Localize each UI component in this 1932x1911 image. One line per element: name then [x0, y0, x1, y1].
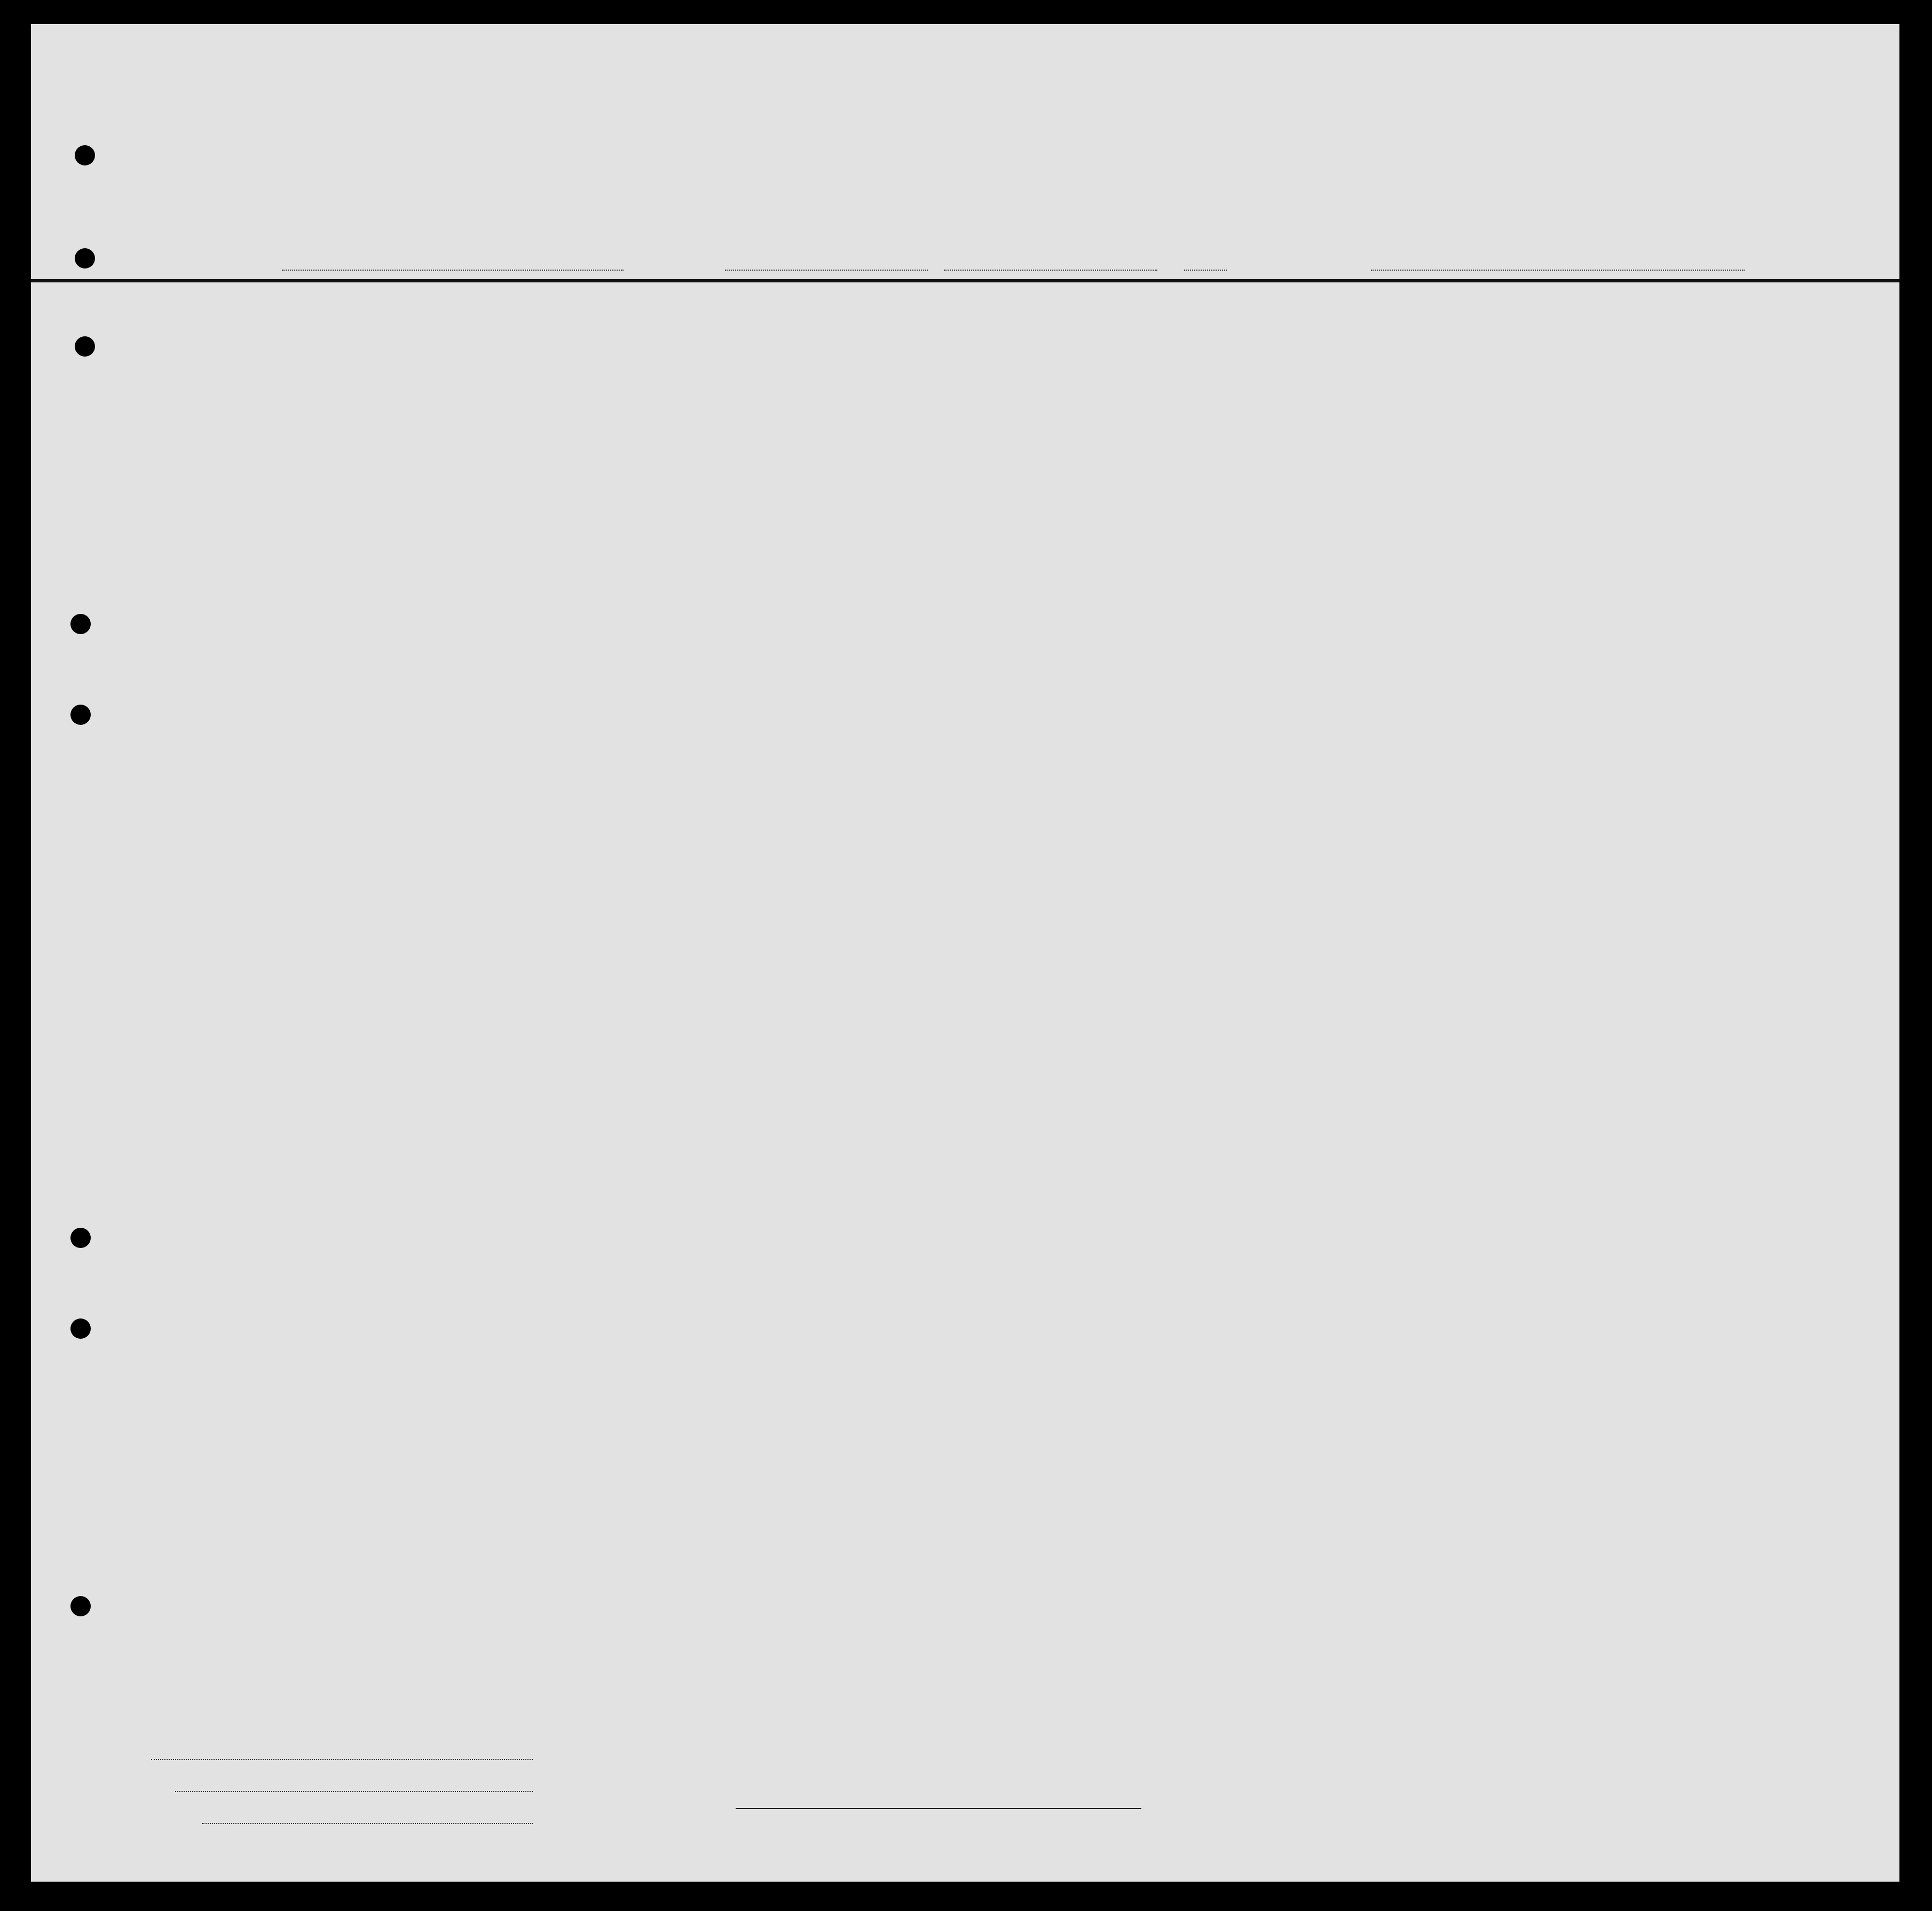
line-underline — [151, 1738, 533, 1760]
owners-underline — [175, 1770, 533, 1792]
date-underline — [944, 248, 1157, 271]
punch-hole — [70, 705, 91, 725]
vessel-underline — [282, 248, 624, 271]
punch-hole — [75, 248, 95, 269]
punch-hole — [70, 1318, 91, 1339]
port-underline — [725, 248, 928, 271]
signature-line — [736, 1808, 1141, 1809]
year-underline — [1184, 248, 1227, 271]
agents-underline — [202, 1802, 533, 1824]
header-rule — [31, 279, 1899, 282]
manifest-sheet — [31, 24, 1899, 1882]
from-port-underline — [1371, 248, 1745, 271]
punch-hole — [70, 1596, 91, 1616]
punch-hole — [70, 1228, 91, 1248]
punch-hole — [70, 614, 91, 634]
punch-hole — [75, 336, 95, 357]
punch-hole — [75, 145, 95, 165]
